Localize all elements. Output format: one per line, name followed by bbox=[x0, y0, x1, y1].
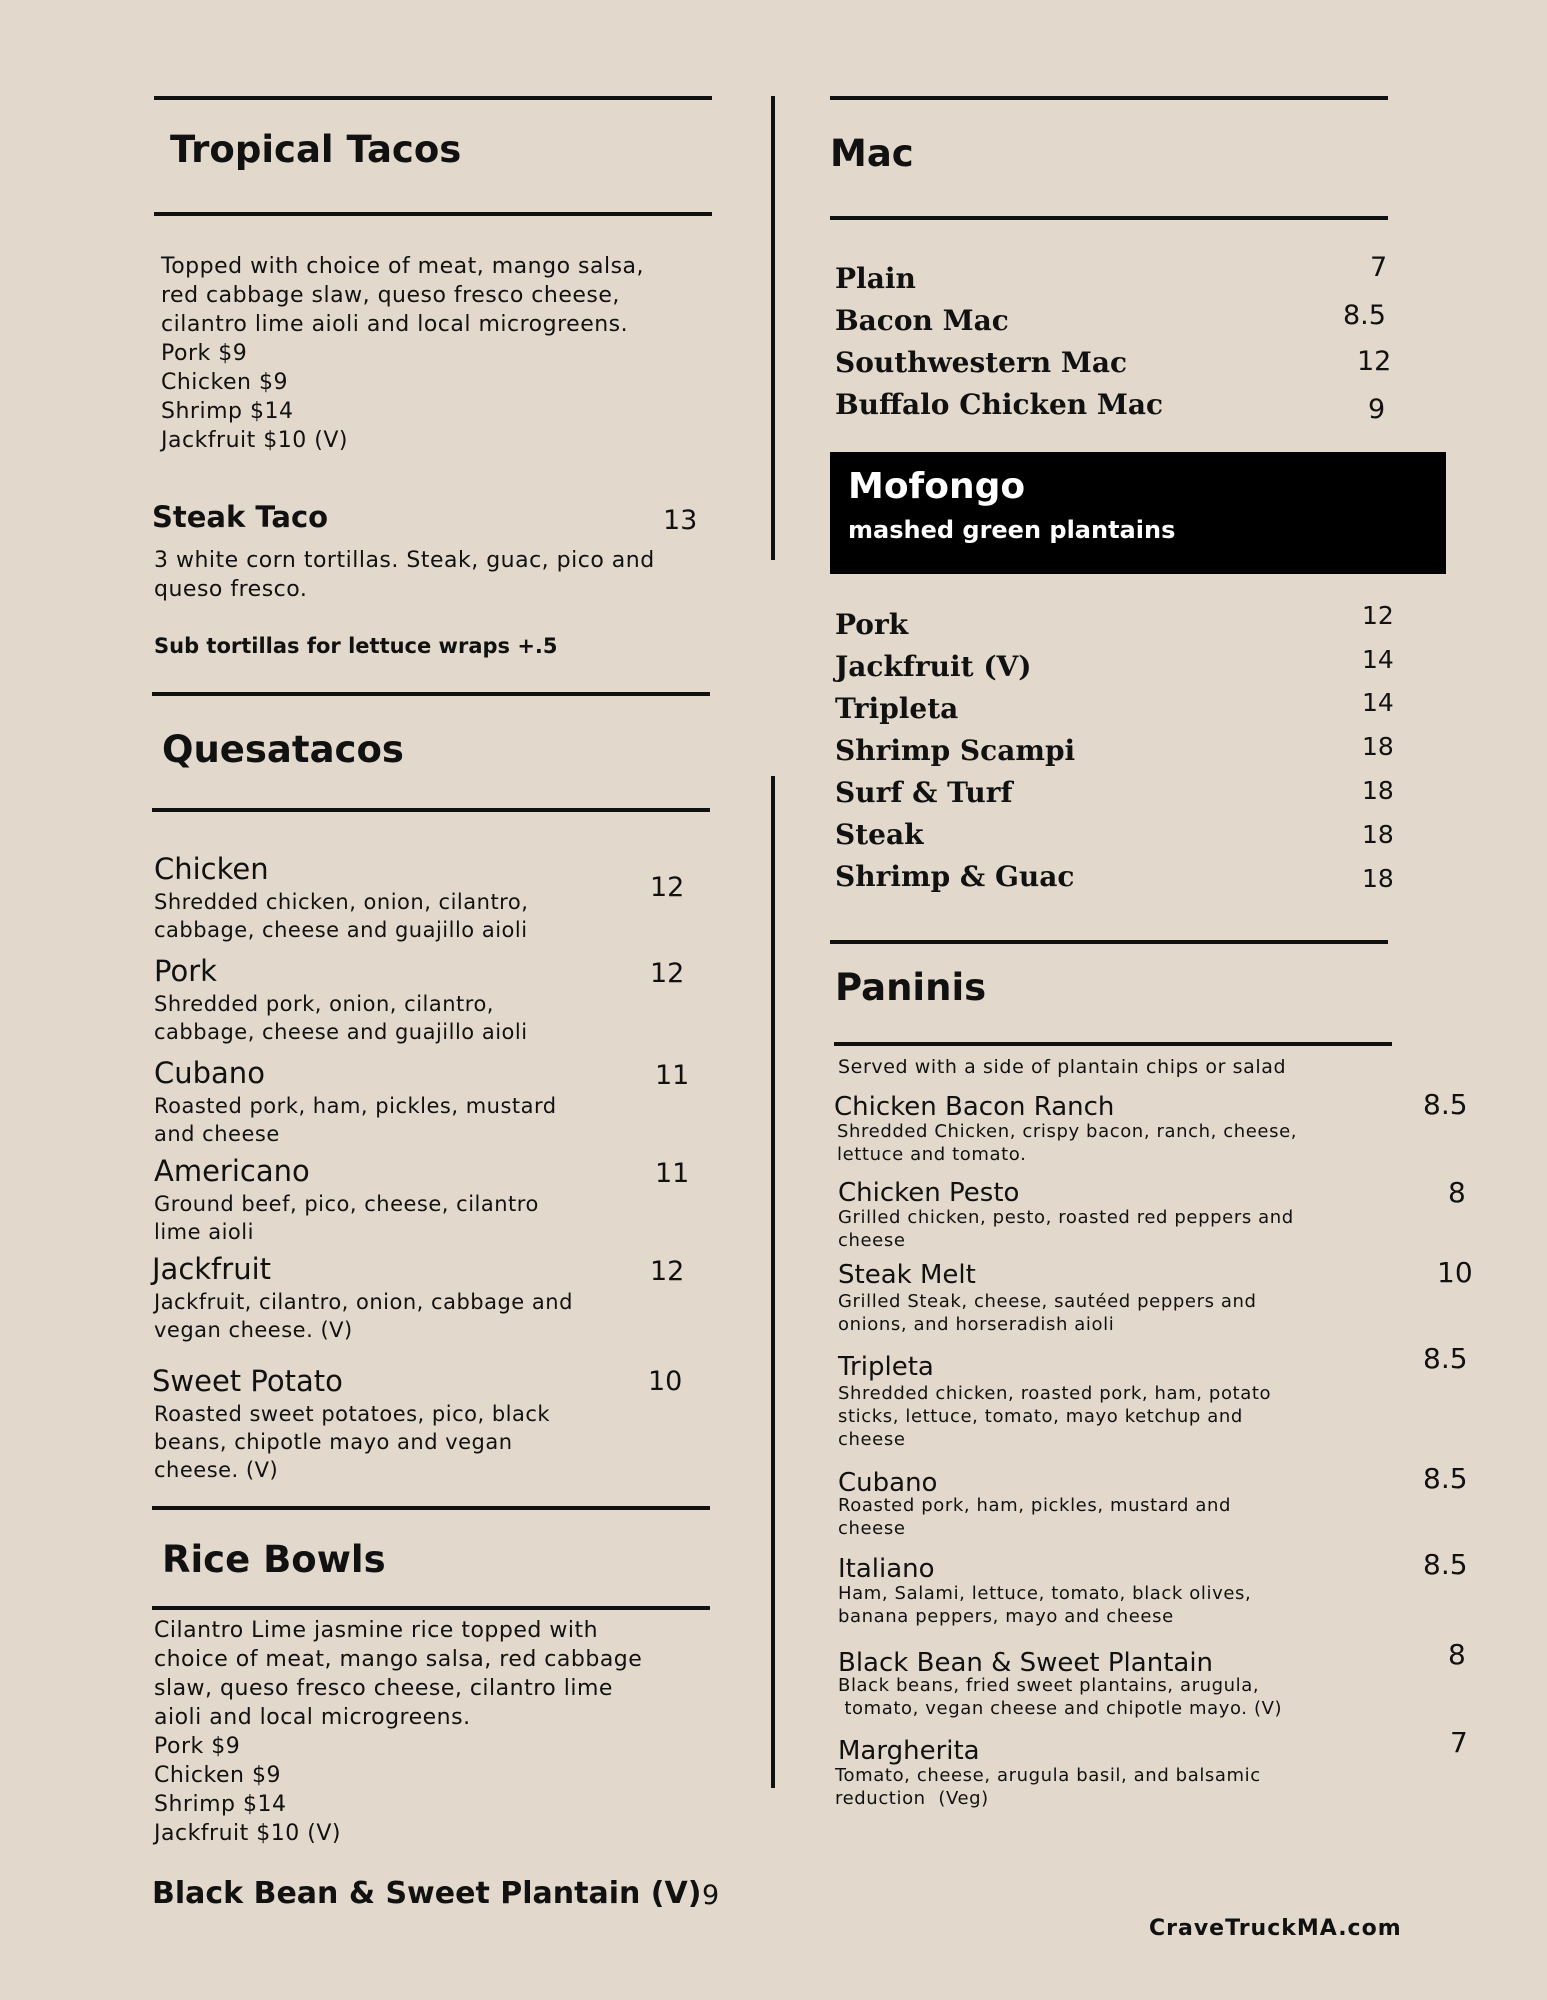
mofongo-name: Jackfruit (V) bbox=[835, 650, 1032, 683]
panini-price: 7 bbox=[1450, 1726, 1468, 1759]
mofongo-price: 12 bbox=[1362, 601, 1394, 630]
quesataco-desc bbox=[154, 1092, 557, 1148]
desc-line: lime aioli bbox=[154, 1220, 254, 1244]
desc-line: Shredded chicken, onion, cilantro, bbox=[154, 890, 529, 914]
option-line: Pork $9 bbox=[154, 1734, 241, 1759]
section-title-rice-bowls: Rice Bowls bbox=[162, 1538, 386, 1581]
desc-line: aioli and local microgreens. bbox=[154, 1705, 471, 1730]
option-line: Shrimp $14 bbox=[161, 399, 294, 424]
desc-line: Ham, Salami, lettuce, tomato, black olives, bbox=[838, 1583, 1252, 1604]
mofongo-name: Pork bbox=[835, 608, 909, 641]
quesataco-name: Americano bbox=[154, 1154, 310, 1188]
desc-line: slaw, queso fresco cheese, cilantro lime bbox=[154, 1676, 613, 1701]
steak-taco-price: 13 bbox=[663, 505, 698, 536]
mofongo-subtitle: mashed green plantains bbox=[848, 516, 1176, 544]
desc-line: sticks, lettuce, tomato, mayo ketchup and bbox=[838, 1406, 1243, 1427]
panini-desc bbox=[838, 1674, 1282, 1720]
desc-line: Grilled chicken, pesto, roasted red peppers and bbox=[838, 1207, 1294, 1228]
desc-line: Roasted sweet potatoes, pico, black bbox=[154, 1402, 551, 1426]
section-title-tropical-tacos: Tropical Tacos bbox=[170, 128, 462, 171]
quesataco-desc bbox=[154, 888, 528, 944]
option-line: Jackfruit $10 (V) bbox=[154, 1821, 341, 1846]
quesataco-price: 11 bbox=[655, 1158, 690, 1189]
desc-line: vegan cheese. (V) bbox=[154, 1318, 353, 1342]
quesataco-desc bbox=[154, 990, 528, 1046]
panini-name: Tripleta bbox=[838, 1352, 934, 1382]
steak-taco-name: Steak Taco bbox=[152, 500, 329, 534]
divider-tropical-tacos bbox=[154, 212, 712, 216]
mofongo-price: 18 bbox=[1362, 776, 1394, 805]
panini-price: 8.5 bbox=[1423, 1088, 1468, 1121]
mofongo-name: Shrimp & Guac bbox=[835, 860, 1075, 893]
rice-bowls-description bbox=[154, 1616, 642, 1848]
mofongo-price: 14 bbox=[1362, 688, 1394, 717]
black-bean-plantain-price: 9 bbox=[702, 1880, 720, 1911]
desc-line: onions, and horseradish aioli bbox=[838, 1314, 1115, 1335]
steak-taco-note: Sub tortillas for lettuce wraps +.5 bbox=[154, 634, 558, 658]
panini-desc bbox=[838, 1494, 1231, 1540]
divider-quesatacos bbox=[152, 808, 710, 812]
quesataco-price: 12 bbox=[650, 872, 685, 903]
desc-line: beans, chipotle mayo and vegan bbox=[154, 1430, 513, 1454]
desc-line: Cilantro Lime jasmine rice topped with bbox=[154, 1618, 599, 1643]
desc-line: Shredded chicken, roasted pork, ham, potato bbox=[838, 1383, 1272, 1404]
mac-price: 7 bbox=[1370, 252, 1388, 283]
desc-line: Roasted pork, ham, pickles, mustard bbox=[154, 1094, 557, 1118]
desc-line: red cabbage slaw, queso fresco cheese, bbox=[161, 283, 620, 308]
black-bean-plantain-name: Black Bean & Sweet Plantain (V) bbox=[152, 1876, 702, 1911]
panini-desc bbox=[837, 1120, 1297, 1166]
panini-price: 8.5 bbox=[1423, 1462, 1468, 1495]
quesataco-desc bbox=[154, 1190, 539, 1246]
quesataco-name: Jackfruit bbox=[152, 1252, 272, 1286]
panini-name: Chicken Bacon Ranch bbox=[834, 1092, 1115, 1122]
mofongo-name: Steak bbox=[835, 818, 924, 851]
desc-line: Roasted pork, ham, pickles, mustard and bbox=[838, 1495, 1232, 1516]
quesataco-price: 12 bbox=[650, 1256, 685, 1287]
desc-line: tomato, vegan cheese and chipotle mayo. (V) bbox=[838, 1698, 1283, 1719]
panini-price: 8 bbox=[1448, 1638, 1466, 1671]
divider-rice-bowls-top bbox=[152, 1506, 710, 1510]
panini-price: 8.5 bbox=[1423, 1342, 1468, 1375]
option-line: Pork $9 bbox=[161, 341, 248, 366]
desc-line: Black beans, fried sweet plantains, arugula, bbox=[838, 1675, 1260, 1696]
panini-price: 8.5 bbox=[1423, 1548, 1468, 1581]
quesataco-price: 10 bbox=[648, 1366, 683, 1397]
desc-line: Topped with choice of meat, mango salsa, bbox=[161, 254, 645, 279]
panini-price: 8 bbox=[1448, 1176, 1466, 1209]
desc-line: banana peppers, mayo and cheese bbox=[838, 1606, 1174, 1627]
mofongo-name: Shrimp Scampi bbox=[835, 734, 1076, 767]
desc-line: and cheese bbox=[154, 1122, 280, 1146]
desc-line: 3 white corn tortillas. Steak, guac, pico and bbox=[154, 548, 655, 573]
desc-line: cabbage, cheese and guajillo aioli bbox=[154, 918, 528, 942]
desc-line: cheese bbox=[838, 1230, 906, 1251]
panini-desc bbox=[838, 1206, 1294, 1252]
panini-name: Margherita bbox=[838, 1736, 980, 1766]
desc-line: queso fresco. bbox=[154, 577, 308, 602]
desc-line: Tomato, cheese, arugula basil, and balsamic bbox=[835, 1765, 1261, 1786]
quesataco-desc bbox=[154, 1400, 550, 1484]
option-line: Jackfruit $10 (V) bbox=[161, 428, 348, 453]
desc-line: cheese bbox=[838, 1518, 906, 1539]
panini-desc bbox=[838, 1382, 1271, 1451]
quesataco-name: Chicken bbox=[154, 852, 269, 886]
desc-line: Grilled Steak, cheese, sautéed peppers and bbox=[838, 1291, 1257, 1312]
panini-name: Black Bean & Sweet Plantain bbox=[838, 1648, 1214, 1678]
panini-desc bbox=[838, 1582, 1251, 1628]
divider-top-right bbox=[830, 96, 1388, 100]
quesataco-price: 11 bbox=[655, 1060, 690, 1091]
desc-line: choice of meat, mango salsa, red cabbage bbox=[154, 1647, 643, 1672]
panini-desc bbox=[835, 1764, 1261, 1810]
desc-line: Jackfruit, cilantro, onion, cabbage and bbox=[154, 1290, 573, 1314]
desc-line: reduction (Veg) bbox=[835, 1788, 989, 1809]
option-line: Chicken $9 bbox=[161, 370, 288, 395]
panini-name: Cubano bbox=[838, 1468, 938, 1498]
mofongo-name: Tripleta bbox=[835, 692, 959, 725]
column-divider-upper bbox=[771, 96, 775, 560]
divider-paninis bbox=[834, 1042, 1392, 1046]
divider-rice-bowls bbox=[152, 1606, 710, 1610]
section-title-quesatacos: Quesatacos bbox=[162, 728, 404, 771]
option-line: Chicken $9 bbox=[154, 1763, 281, 1788]
divider-top-left bbox=[154, 96, 712, 100]
section-title-mac: Mac bbox=[830, 132, 914, 175]
column-divider-lower bbox=[771, 776, 775, 1788]
mac-price: 9 bbox=[1368, 394, 1386, 425]
panini-name: Steak Melt bbox=[838, 1260, 976, 1290]
panini-name: Italiano bbox=[838, 1554, 935, 1584]
mac-name: Southwestern Mac bbox=[835, 346, 1128, 379]
panini-price: 10 bbox=[1437, 1256, 1473, 1289]
website-link[interactable]: CraveTruckMA.com bbox=[1149, 1916, 1402, 1941]
quesataco-name: Pork bbox=[154, 954, 217, 988]
divider-paninis-top bbox=[830, 940, 1388, 944]
mac-name: Plain bbox=[835, 262, 916, 295]
divider-quesatacos-top bbox=[152, 692, 710, 696]
mofongo-price: 18 bbox=[1362, 864, 1394, 893]
section-title-mofongo: Mofongo bbox=[848, 466, 1026, 507]
mofongo-header-box bbox=[830, 452, 1446, 574]
mofongo-price: 18 bbox=[1362, 732, 1394, 761]
option-line: Shrimp $14 bbox=[154, 1792, 287, 1817]
steak-taco-description bbox=[154, 546, 655, 604]
desc-line: cheese. (V) bbox=[154, 1458, 279, 1482]
mac-name: Bacon Mac bbox=[835, 304, 1009, 337]
quesataco-name: Cubano bbox=[154, 1056, 265, 1090]
mac-price: 12 bbox=[1357, 346, 1392, 377]
divider-mac bbox=[830, 216, 1388, 220]
desc-line: lettuce and tomato. bbox=[837, 1144, 1027, 1165]
quesataco-desc bbox=[154, 1288, 573, 1344]
desc-line: Shredded pork, onion, cilantro, bbox=[154, 992, 494, 1016]
desc-line: cilantro lime aioli and local microgreens. bbox=[161, 312, 629, 337]
mac-price: 8.5 bbox=[1343, 300, 1386, 331]
paninis-subtitle: Served with a side of plantain chips or salad bbox=[838, 1056, 1287, 1078]
mofongo-price: 18 bbox=[1362, 820, 1394, 849]
quesataco-price: 12 bbox=[650, 958, 685, 989]
panini-name: Chicken Pesto bbox=[838, 1178, 1020, 1208]
desc-line: cabbage, cheese and guajillo aioli bbox=[154, 1020, 528, 1044]
tropical-tacos-description bbox=[161, 252, 644, 455]
quesataco-name: Sweet Potato bbox=[152, 1364, 343, 1398]
mofongo-price: 14 bbox=[1362, 645, 1394, 674]
desc-line: Shredded Chicken, crispy bacon, ranch, cheese, bbox=[837, 1121, 1298, 1142]
mofongo-name: Surf & Turf bbox=[835, 776, 1013, 809]
section-title-paninis: Paninis bbox=[835, 966, 987, 1009]
desc-line: cheese bbox=[838, 1429, 906, 1450]
desc-line: Ground beef, pico, cheese, cilantro bbox=[154, 1192, 539, 1216]
panini-desc bbox=[838, 1290, 1257, 1336]
mac-name: Buffalo Chicken Mac bbox=[835, 388, 1164, 421]
